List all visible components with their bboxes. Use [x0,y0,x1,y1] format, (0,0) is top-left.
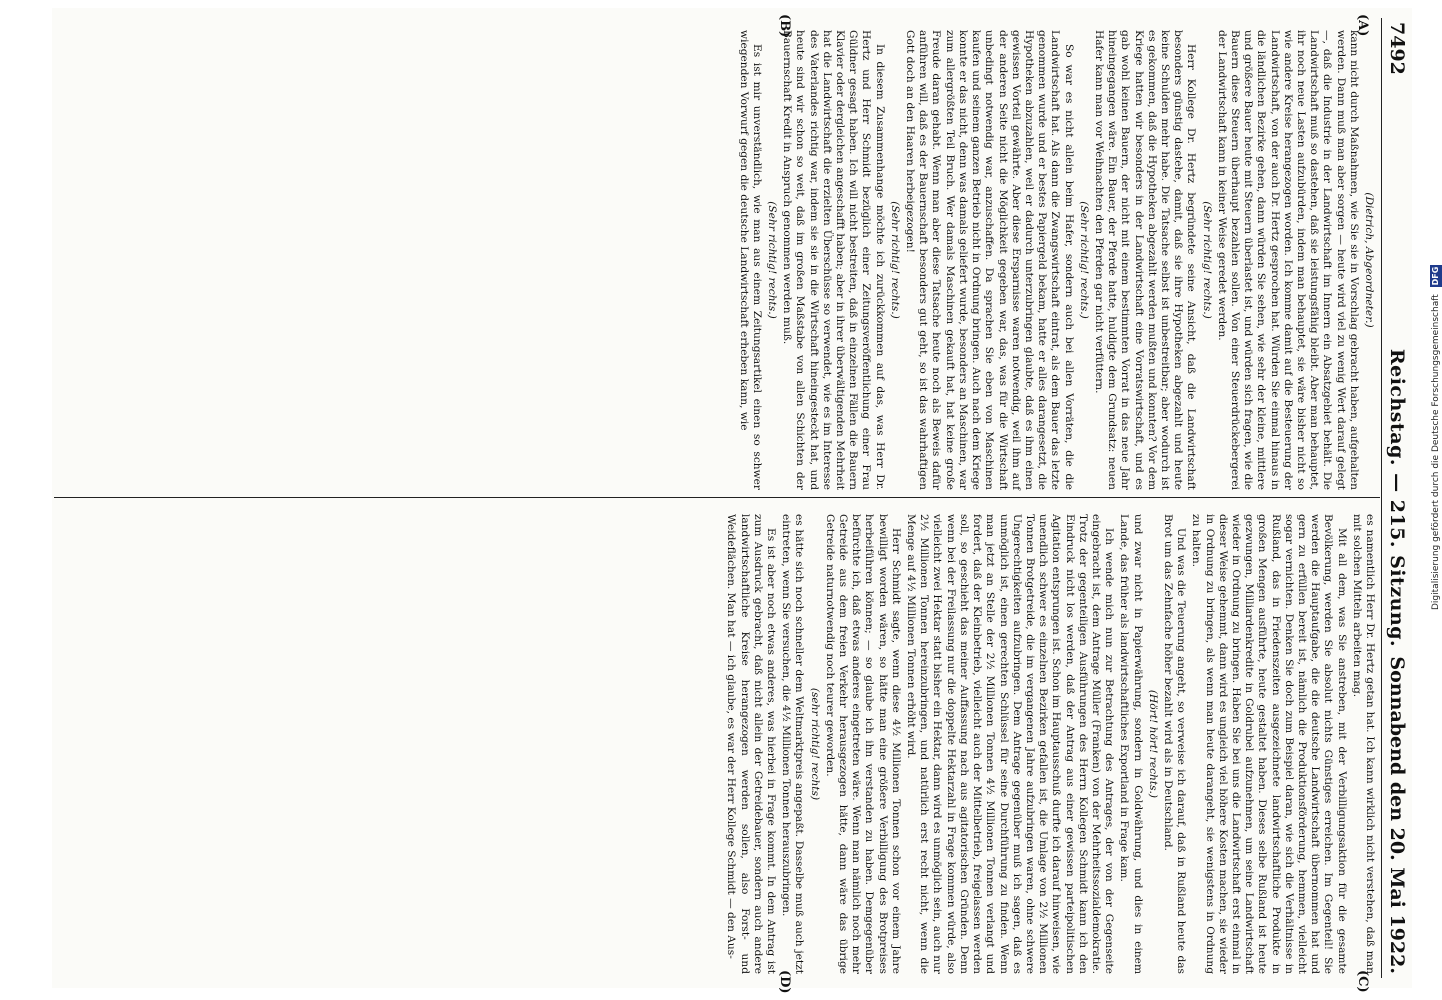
page-number: 7492 [1386,22,1408,75]
interjection: (Sehr richtig! rechts.) [1200,201,1213,319]
margin-marker-c: (C) [1355,970,1370,993]
paragraph: So war es nicht allein beim Hafer, sondern auch bei allen Vorräten, die die Landwirtschaft hat. Als dann die Zwangswirtschaft eintrat, als dem Bauer das letzte genommen wurde und er bestes Papiergeld bekam, hatte er alles darangesetzt, die Hypotheken abzuzahlen, weil er dadurch unterzubringen glaubte, daß es ihm einen gewissen Vorteil gewährte. Aber diese Ersparnisse waren notwendig, weil ihm auf der anderen Seite nicht die Möglichkeit gegeben war, das, was für die Wirtschaft unbedingt notwendig war, anzuschaffen. Da sprachen Sie eben von Maschinen kaufen und seinem ganzen Betrieb nicht in Ordnung bringen. Auch nach dem Kriege konnte er das nicht, denn was damals geliefert wurde, besonders an Maschinen, war zum allergrößten Teil Bruch. Wer damals Maschinen gekauft hat, hat keine große Freude daran gehabt. Wenn man aber diese Tatsache heute noch als Beweis dafür anführen will, daß es der Bauernschaft besonders gut geht, so ist das wahrhaftigen Gott doch an den Haaren herbeigezogen! [904,30,1075,490]
right-column [56,514,1376,974]
interjection: (Sehr richtig! rechts.) [888,201,901,319]
column-divider [54,497,1380,498]
newspaper-page [52,8,1412,994]
paragraph: es namentlich Herr Dr. Hertz getan hat. Ich kann wirklich nicht verstehen, daß man mit solchen Mitteln arbeiten mag. [1350,514,1376,974]
left-column [56,30,1376,490]
margin-marker-d: (D) [777,970,792,994]
paragraph: Es ist mir unverständlich, wie man aus einem Zeitungsartikel einen so schwer wiegenden Vorwurf gegen die deutsche Landwirtschaft erheben kann, wie [737,30,763,490]
paragraph: und zwar nicht in Papierwährung, sondern in Goldwährung, und dies in einem Lande, das früher als landwirtschaftliches Exportland in Frage kam. [1118,514,1144,974]
footer-text: Digitalisierung gefördert durch die Deutsche Forschungsgemeinschaft [1431,294,1441,610]
paragraph: Mit all dem, was Sie anstreben, mit der Verbilligungsaktion für die gesamte Bevölkerung, werden Sie absolut nichts Günstiges erreichen. Im Gegenteil! Sie werden die Hauptaufgabe, die die deutsche Landwirtschaft übernommen hat und gern zu erfüllen bereit ist, nämlich die Produktionsförderung, hemmen, vielleicht sogar vernichten. Denken Sie doch zum Beispiel daran, wie sich die Verhältnisse in Rußland, das in Friedenszeiten ausgezeichnete landwirtschaftliche Produkte in großen Mengen ausführte, heute gestaltet haben. Dieses selbe Rußland ist heute gezwungen, Milliardenkredite in Goldrubel aufzunehmen, um seine Landwirtschaft wieder in Ordnung zu bringen. Haben Sie bei uns die Landwirtschaft erst einmal in dieser Weise gehemmt, dann wird es ungleich viel höhere Kosten machen, sie wieder in Ordnung zu bringen, als wenn man heute darangeht, sie wenigstens in Ordnung zu halten. [1190,514,1348,974]
session-date: Sonnabend den 20. Mai 1922. [1386,656,1408,974]
paragraph: Herr Schmidt sagte, wenn diese 4½ Millionen Tonnen schon vor einem Jahre bewilligt worden wären, so hätte man eine größere Verbilligung des Brotpreises herbeiführen können; — so glaube ich ihn verstanden zu haben. Demgegenüber befürchte ich, daß etwas anderes eingetreten wäre. Wenn man nämlich noch mehr Getreide aus dem freien Verkehr herausgezogen hätte, dann wäre das übrige Getreide naturnotwendig noch teurer geworden. [823,514,902,974]
dfg-logo: DFG [1431,266,1440,286]
paragraph: es hätte sich noch schneller dem Weltmarktpreis angepaßt. Dasselbe muß auch jetzt eintreten, wenn Sie versuchen, die 4½ Millionen Tonnen herauszubringen. [780,514,806,974]
paragraph: In diesem Zusammenhange möchte ich zurückkommen auf das, was Herr Dr. Hertz und Herr Schmidt bezüglich einer Zeitungsveröffentlichung einer Frau Güldner gesagt haben. Ich will nicht bestreiten, daß in einzelnen Fällen die Bauern Klavier oder dergleichen angeschafft haben; aber in ihrer überwältigenden Mehrheit hat die Landwirtschaft die erzielten Überschüsse so verwendet, wie es im Interesse des Vaterlandes richtig war, indem sie sie in die Wirtschaft hineingesteckt hat, und heute sind wir schon so weit, daß im großen Maßstabe von allen Schichten der Bauernschaft Kredit in Anspruch genommen werden muß. [781,30,886,490]
interjection: (Sehr richtig! rechts.) [1077,201,1090,319]
digitization-footer [1430,224,1442,610]
paragraph: Herr Kollege Dr. Hertz begründete seine Ansicht, daß die Landwirtschaft besonders günstig dastehe, damit, daß sie ihre Hypotheken abgezahlt und heute keine Schulden mehr habe. Die Tatsache selbst ist unbestreitbar; aber wodurch ist es gekommen, daß die Hypotheken abgezahlt werden mußten und konnten? Vor dem Kriege hatten wir besonders in der Landwirtschaft eine Vorratswirtschaft, und es gab wohl keinen Bauern, der nicht mit einem bestimmten Vorrat in das neue Jahr hineingegangen wäre. Ein Bauer, der Pferde hatte, huldigte dem Grundsatz: neuen Hafer kann man vor Weihnachten den Pferden gar nicht verfüttern. [1092,30,1198,490]
paragraph: kann nicht durch Maßnahmen, wie Sie sie in Vorschlag gebracht haben, aufgehalten werden. Dann muß man aber sorgen — heute wird viel zu wenig Wert darauf gelegt —, daß die Industrie in der Landwirtschaft im Innern ein Absatzgebiet behält. Die Landwirtschaft muß so dastehen, daß sie leistungsfähig bleibt. Aber man behauptet, ihr noch neue Lasten aufzubürden, indem man behauptet, sie wäre bisher nicht so wie andere Kreise herangezogen worden. Ich komme damit auf die Besteuerung der Landwirtschaft, von der auch Dr. Hertz gesprochen hat. Würden Sie einmal hinaus in die ländlichen Bezirke gehen, dann würden Sie sehen, wie sehr der kleine, mittlere und größere Bauer heute mit Steuern überlastet ist, und würden sich fragen, wie die Bauern diese Steuern überhaupt bezahlen sollen. Von einer Steuerdrückebergerei der Landwirtschaft kann in keiner Weise geredet werden. [1215,30,1360,490]
paragraph: Und was die Teuerung angeht, so verweise ich darauf, daß in Rußland heute das Brot um das Zehnfache höher bezahlt wird als in Deutschland. [1161,514,1188,974]
page-title: Reichstag. — 215. Sitzung. [1386,348,1408,648]
speaker-line: (Dietrich, Abgeordneter.) [1363,192,1375,328]
interjection: (Hört! hört! rechts.) [1146,689,1159,799]
interjection: (sehr richtig! rechts) [808,687,821,801]
margin-marker-a: (A) [1355,14,1370,37]
interjection: (Sehr richtig! rechts.) [766,201,779,319]
paragraph: Es ist aber noch etwas anderes, was hierbei in Frage kommt. In dem Antrag ist zum Ausdruck gebracht, daß nicht allein der Getreidebauer, sondern auch andere landwirtschaftliche Kreise herangezogen werden sollen, also Forst- und Weideflächen. Man hat — ich glaube, es war der Herr Kollege Schmidt — den Aus- [725,514,778,974]
page-header [1381,18,1408,978]
paragraph: Ich wende mich nun zur Betrachtung des Antrages, der von der Gegenseite eingebracht ist, dem Antrage Müller (Franken) von der Mehrheitssozialdemokratie. Trotz der gegenteiligen Ausführungen des Herrn Kollegen Schmidt kann ich den Eindruck nicht los werden, daß der Antrag aus einer gewissen parteipolitischen Agitation entsprungen ist. Schon im Hauptausschuß durfte ich darauf hinweisen, wie unendlich schwer es einzelnen Bezirken gefallen ist, die Umlage von 2½ Millionen Tonnen Brotgetreide, die im vergangenen Jahre aufzubringen waren, ohne schwere Ungerechtigkeiten aufzubringen. Dem Antrage gegenüber muß ich sagen, daß es unmöglich ist, einen gerechten Schlüssel für seine Durchführung zu finden. Wenn man jetzt an Stelle der 2½ Millionen Tonnen 4½ Millionen Tonnen verlangt und fordert, daß der Kleinbetrieb, vielleicht auch der Mittelbetrieb, freigelassen werden soll, so geschieht das meiner Auffassung nach aus agitatorischen Gründen. Denn wenn bei der Freilassung nur die doppelte Hektarzahl in Frage kommen würde, also vielleicht zwei Hektar statt bisher ein Hektar, dann wird es unmöglich sein, auch nur 2½ Millionen Tonnen hereinzubringen, und natürlich erst recht nicht, wenn die Menge auf 4½ Millionen Tonnen erhöht wird. [905,514,1116,974]
margin-marker-b: (B) [777,14,792,38]
